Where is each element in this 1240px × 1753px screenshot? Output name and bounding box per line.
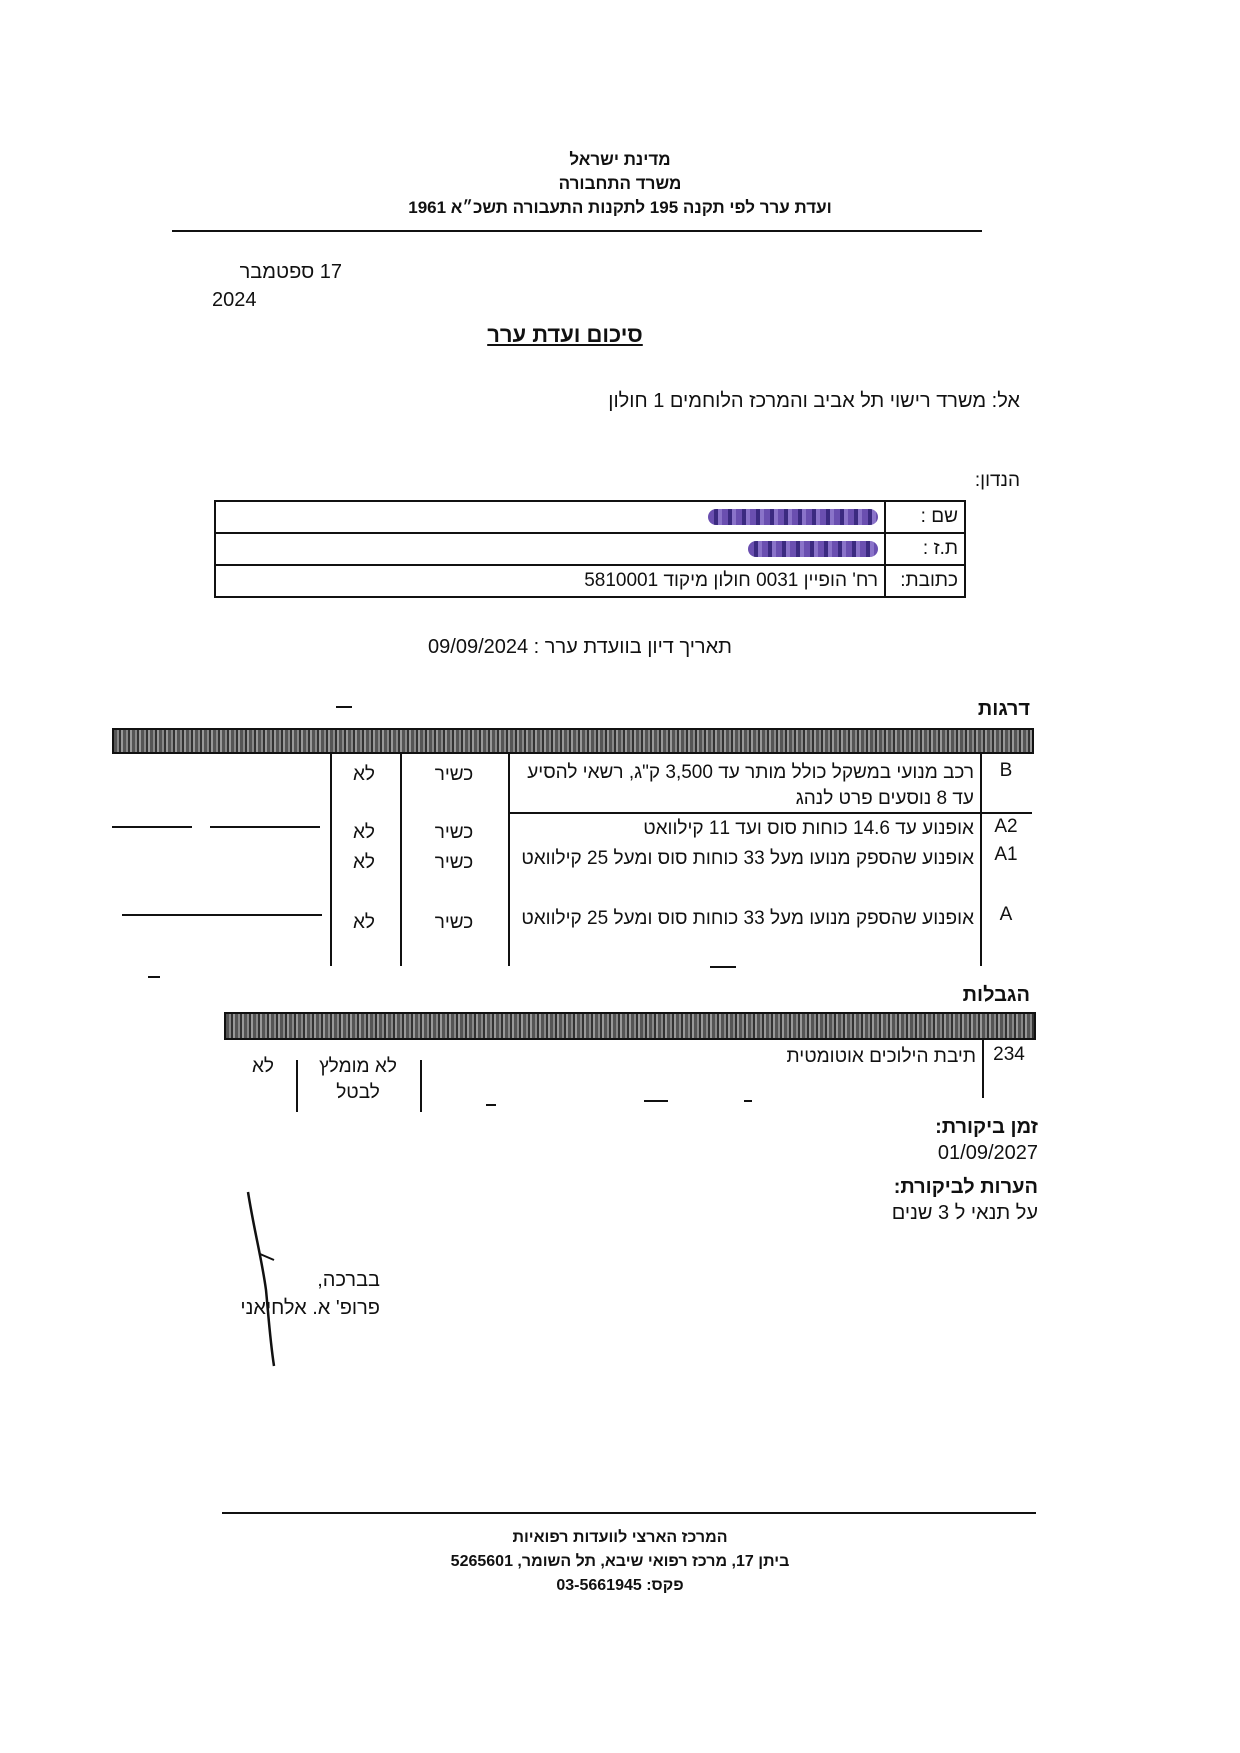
- subject-row-id: [215, 533, 965, 565]
- grade-status-a: כשיר: [434, 912, 474, 933]
- letterhead-line-3: ועדת ערר לפי תקנה 195 לתקנות התעבורה תשכ״א 1961: [408, 198, 832, 217]
- subject-row-address: [215, 565, 965, 597]
- subject-address-label: כתובת:: [885, 565, 965, 597]
- review-notes: [780, 1174, 1038, 1226]
- restriction-recommendation: לא מומלץ לבטל: [319, 1056, 397, 1103]
- restriction-desc: תיבת הילוכים אוטומטית: [786, 1046, 976, 1067]
- grades-row-rule: [508, 812, 1032, 814]
- footer-line-3: פקס: 03-5661945: [556, 1577, 684, 1594]
- grade-code-a2: A2: [994, 816, 1018, 837]
- grade-status-a1: כשיר: [434, 852, 474, 873]
- grades-divider-status: [400, 752, 402, 966]
- subject-row-name: [215, 501, 965, 533]
- restriction-flag: לא: [252, 1056, 274, 1077]
- grade-flag-a1: לא: [353, 852, 375, 873]
- grade-desc-a2: אופנוע עד 14.6 כוחות סוס ועד 11 קילוואט: [643, 818, 974, 839]
- grade-flag-a: לא: [353, 912, 375, 933]
- restrictions-header-bar: [224, 1012, 1036, 1040]
- grade-desc-a1: אופנוע שהספק מנועו מעל 33 כוחות סוס ומעל 25 קילוואט: [521, 848, 974, 869]
- review-notes-value: על תנאי ל 3 שנים: [891, 1202, 1038, 1224]
- signature-name: פרופ' א. אלחיאני: [240, 1297, 380, 1319]
- grades-title: דרגות: [977, 698, 1030, 720]
- subject-name-label: שם :: [885, 501, 965, 533]
- grade-code-a: A: [999, 904, 1013, 925]
- grades-divider-desc: [508, 752, 510, 966]
- date-line-2: 2024: [212, 289, 257, 311]
- footer: [0, 1526, 1240, 1598]
- letterhead-line-2: משרד התחבורה: [558, 174, 682, 193]
- grade-status-b: כשיר: [434, 764, 474, 785]
- review-notes-label: הערות לביקורת:: [893, 1176, 1038, 1198]
- restrictions-divider-code: [982, 1038, 984, 1098]
- scan-mark: [122, 914, 322, 916]
- review-time-value: 01/09/2027: [937, 1142, 1038, 1164]
- restriction-code: 234: [993, 1044, 1025, 1065]
- date-line-1: 17 ספטמבר: [239, 261, 342, 283]
- grade-flag-a2: לא: [353, 822, 375, 843]
- scan-mark: [148, 976, 160, 978]
- review-time-label: זמן ביקורת:: [935, 1116, 1038, 1138]
- signature-stroke: [240, 1190, 290, 1370]
- grades-divider-code: [980, 752, 982, 966]
- recipient-line: אל: משרד רישוי תל אביב והמרכז הלוחמים 1 חולון: [608, 390, 1020, 412]
- subject-name-value: [215, 501, 885, 533]
- subject-address-value: רח' הופיין 0031 חולון מיקוד 5810001: [215, 565, 885, 597]
- scan-mark: [644, 1100, 668, 1102]
- grade-flag-b: לא: [353, 764, 375, 785]
- review-time: [780, 1114, 1038, 1166]
- grades-divider-flag: [330, 752, 332, 966]
- scan-mark: [210, 826, 320, 828]
- subject-label: הנדון:: [974, 470, 1020, 491]
- scan-mark: [112, 826, 192, 828]
- grade-desc-a: אופנוע שהספק מנועו מעל 33 כוחות סוס ומעל 25 קילוואט: [521, 908, 974, 929]
- scan-mark: [336, 706, 352, 708]
- subject-table: [214, 500, 966, 598]
- redacted-id: [748, 541, 878, 557]
- footer-divider: [222, 1512, 1036, 1514]
- header-divider: [172, 230, 982, 232]
- footer-line-1: המרכז הארצי לוועדות רפואיות: [512, 1529, 728, 1546]
- redacted-name: [708, 509, 878, 525]
- subject-id-value: [215, 533, 885, 565]
- hearing-date: תאריך דיון בוועדת ערר : 09/09/2024: [428, 636, 732, 658]
- restrictions-divider-rec: [296, 1060, 298, 1112]
- grade-code-b: B: [999, 760, 1013, 781]
- grade-code-a1: A1: [994, 844, 1018, 865]
- grade-desc-b: רכב מנועי במשקל כולל מותר עד 3,500 ק"ג, רשאי להסיע עד 8 נוסעים פרט לנהג: [527, 762, 974, 809]
- letterhead: [0, 148, 1240, 220]
- footer-line-2: ביתן 17, מרכז רפואי שיבא, תל השומר, 5265601: [450, 1553, 790, 1570]
- scan-mark: [744, 1100, 752, 1102]
- grade-status-a2: כשיר: [434, 822, 474, 843]
- page-title: סיכום ועדת ערר: [487, 322, 643, 347]
- grades-header-bar: [112, 728, 1034, 754]
- scan-mark: [486, 1104, 496, 1106]
- scan-mark: [710, 966, 736, 968]
- letterhead-line-1: מדינת ישראל: [569, 150, 671, 169]
- restrictions-divider-desc: [420, 1060, 422, 1112]
- signature-greeting: בברכה,: [317, 1269, 380, 1291]
- subject-id-label: ת.ז :: [885, 533, 965, 565]
- letter-date: [212, 258, 342, 314]
- restrictions-title: הגבלות: [962, 984, 1030, 1006]
